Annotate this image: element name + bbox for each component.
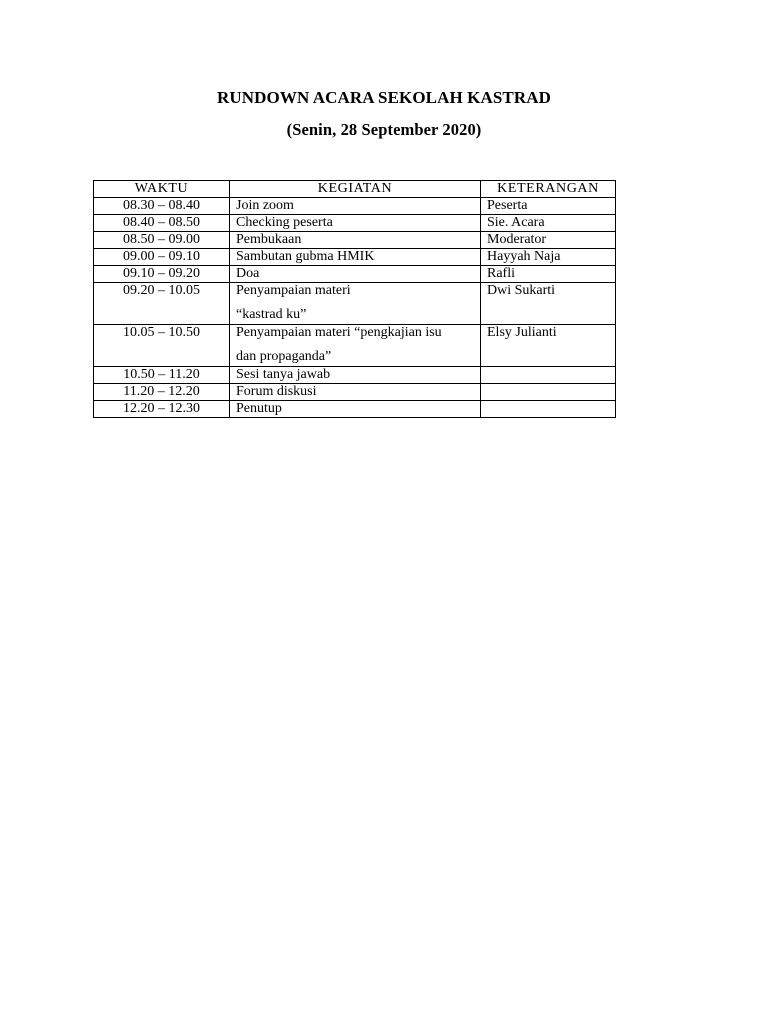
cell-waktu: 08.30 – 08.40 (94, 198, 230, 215)
cell-kegiatan (230, 367, 481, 384)
cell-waktu: 09.00 – 09.10 (94, 249, 230, 266)
table-row (94, 215, 616, 232)
cell-waktu: 09.20 – 10.05 (94, 283, 230, 325)
cell-waktu: 11.20 – 12.20 (94, 384, 230, 401)
header-keterangan: KETERANGAN (481, 181, 616, 198)
cell-kegiatan-line: “kastrad ku” (236, 307, 307, 322)
cell-kegiatan-line: Join zoom (236, 198, 294, 213)
cell-kegiatan (230, 283, 481, 325)
table-row (94, 401, 616, 418)
cell-kegiatan (230, 325, 481, 367)
cell-waktu: 09.10 – 09.20 (94, 266, 230, 283)
cell-kegiatan-line: Sesi tanya jawab (236, 367, 331, 382)
table-row (94, 266, 616, 283)
cell-keterangan (481, 367, 616, 384)
cell-kegiatan (230, 401, 481, 418)
table-row (94, 325, 616, 367)
header-kegiatan: KEGIATAN (230, 181, 481, 198)
cell-kegiatan-line: Pembukaan (236, 232, 302, 247)
cell-waktu: 08.40 – 08.50 (94, 215, 230, 232)
table-header-row (94, 181, 616, 198)
cell-keterangan: Peserta (481, 198, 616, 215)
cell-kegiatan-line: Penutup (236, 401, 282, 416)
cell-kegiatan-line: dan propaganda” (236, 349, 332, 364)
cell-kegiatan (230, 198, 481, 215)
cell-kegiatan-line: Penyampaian materi “pengkajian isu (236, 325, 442, 340)
cell-keterangan: Moderator (481, 232, 616, 249)
cell-keterangan: Elsy Julianti (481, 325, 616, 367)
table-row (94, 283, 616, 325)
rundown-table (93, 180, 616, 418)
cell-keterangan (481, 384, 616, 401)
table-row (94, 232, 616, 249)
document-title: RUNDOWN ACARA SEKOLAH KASTRAD (217, 88, 551, 107)
header-waktu: WAKTU (94, 181, 230, 198)
cell-kegiatan (230, 215, 481, 232)
cell-waktu: 10.50 – 11.20 (94, 367, 230, 384)
cell-kegiatan-line: Sambutan gubma HMIK (236, 249, 375, 264)
cell-keterangan (481, 401, 616, 418)
cell-kegiatan-line: Forum diskusi (236, 384, 317, 399)
cell-waktu: 08.50 – 09.00 (94, 232, 230, 249)
cell-waktu: 10.05 – 10.50 (94, 325, 230, 367)
cell-keterangan: Sie. Acara (481, 215, 616, 232)
cell-keterangan: Rafli (481, 266, 616, 283)
cell-kegiatan (230, 384, 481, 401)
cell-kegiatan-line: Penyampaian materi (236, 283, 351, 298)
cell-kegiatan (230, 266, 481, 283)
cell-kegiatan (230, 232, 481, 249)
cell-kegiatan (230, 249, 481, 266)
table-row (94, 367, 616, 384)
table-body (94, 198, 616, 418)
cell-kegiatan-line: Checking peserta (236, 215, 333, 230)
cell-kegiatan-line: Doa (236, 266, 260, 281)
cell-keterangan: Dwi Sukarti (481, 283, 616, 325)
table-row (94, 384, 616, 401)
table-row (94, 249, 616, 266)
cell-waktu: 12.20 – 12.30 (94, 401, 230, 418)
table-row (94, 198, 616, 215)
document-subtitle: (Senin, 28 September 2020) (286, 120, 482, 139)
cell-keterangan: Hayyah Naja (481, 249, 616, 266)
